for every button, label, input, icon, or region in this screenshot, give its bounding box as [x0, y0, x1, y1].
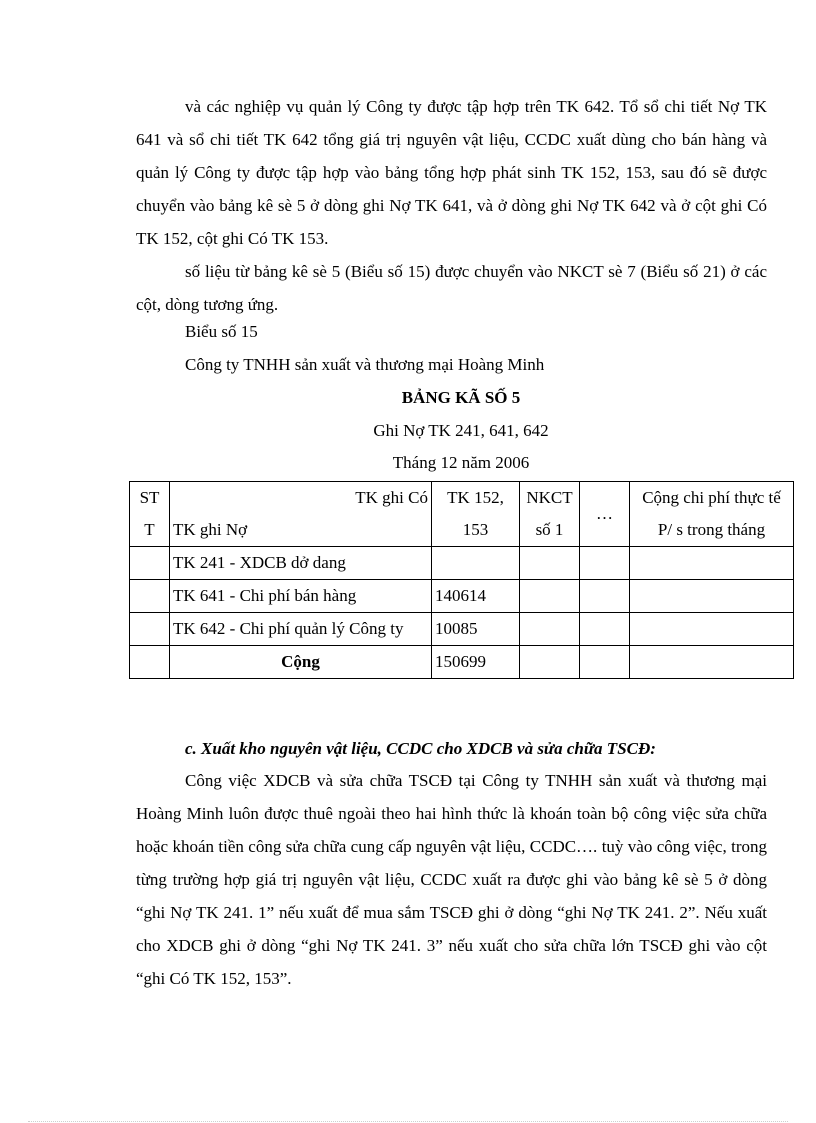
- page-footer-rule: [28, 1121, 788, 1122]
- total-label: Cộng: [170, 646, 432, 679]
- total-stt: [130, 646, 170, 679]
- total-tk152-value: 150699: [432, 646, 520, 679]
- row-tk152-value: 140614: [432, 580, 520, 613]
- company-name: Công ty TNHH sản xuất và thương mại Hoàng Minh: [185, 355, 545, 374]
- header-stt: [130, 482, 170, 547]
- row-nkct-value: [520, 580, 580, 613]
- row-stt: [130, 613, 170, 646]
- row-nkct-value: [520, 613, 580, 646]
- header-total-line2: P/ s trong tháng: [657, 520, 766, 539]
- row-total-value: [630, 547, 794, 580]
- row-account-name: TK 641 - Chi phí bán hàng: [170, 580, 432, 613]
- row-stt: [130, 580, 170, 613]
- header-account: [170, 482, 432, 547]
- total-total-value: [630, 646, 794, 679]
- row-dots-value: [580, 580, 630, 613]
- table-title: BẢNG KÃ SỐ 5: [401, 388, 521, 407]
- intro-text: [136, 90, 767, 321]
- table-header-row: [130, 482, 794, 547]
- intro-paragraph-2: số liệu từ bảng kê sè 5 (Biểu số 15) được chuyển vào NKCT sè 7 (Biểu số 21) ở các cột, dòng tương ứng.: [136, 262, 767, 314]
- header-nkct-line1: NKCT: [526, 488, 573, 507]
- section-paragraph: Công việc XDCB và sửa chữa TSCĐ tại Công ty TNHH sản xuất và thương mại Hoàng Minh luôn được thuê ngoài theo hai hình thức là khoán toàn bộ công việc sửa chữa hoặc khoán tiền công sửa chữa cung cấp nguyên vật liệu, CCDC…. tuỳ vào công việc, trong từng trường hợp giá trị nguyên vật liệu, CCDC xuất ra được ghi vào bảng kê sè 5 ở dòng “ghi Nợ TK 241. 1” nếu xuất để mua sắm TSCĐ ghi ở dòng “ghi Nợ TK 241. 2”. Nếu xuất cho XDCB ghi ở dòng “ghi Nợ TK 241. 3” nếu xuất cho sửa chữa lớn TSCĐ ghi vào cột “ghi Có TK 152, 153”.: [136, 771, 767, 988]
- row-account-name: TK 241 - XDCB dở dang: [170, 547, 432, 580]
- intro-paragraph-1: và các nghiệp vụ quản lý Công ty được tập hợp trên TK 642. Tổ sổ chi tiết Nợ TK 641 và sổ chi tiết TK 642 tổng giá trị nguyên vật liệu, CCDC xuất dùng cho bán hàng và quản lý Công ty được tập hợp vào bảng tổng hợp phát sinh TK 152, 153, sau đó sẽ được chuyển vào bảng kê sè 5 ở dòng ghi Nợ TK 641, và ở dòng ghi Nợ TK 642 và ở cột ghi Có TK 152, cột ghi Có TK 153.: [136, 97, 767, 248]
- header-tk152: [432, 482, 520, 547]
- header-nkct: [520, 482, 580, 547]
- header-debit-label: TK ghi Nợ: [173, 520, 248, 539]
- table-row: [130, 547, 794, 580]
- row-account-name: TK 642 - Chi phí quản lý Công ty: [170, 613, 432, 646]
- header-stt-line1: ST: [139, 488, 160, 507]
- table-row: [130, 580, 794, 613]
- header-stt-line2: T: [144, 520, 155, 539]
- table-period: Tháng 12 năm 2006: [392, 453, 530, 472]
- row-total-value: [630, 613, 794, 646]
- header-total: [630, 482, 794, 547]
- header-tk152-line1: TK 152,: [447, 488, 504, 507]
- header-nkct-line2: số 1: [535, 520, 564, 539]
- row-dots-value: [580, 547, 630, 580]
- table-subtitle: Ghi Nợ TK 241, 641, 642: [373, 421, 549, 440]
- section-heading: c. Xuất kho nguyên vật liệu, CCDC cho XDCB và sửa chữa TSCĐ:: [185, 739, 656, 758]
- header-tk152-line2: 153: [462, 520, 489, 539]
- section-text: [136, 764, 767, 995]
- ledger-table: [129, 481, 794, 679]
- table-row: [130, 613, 794, 646]
- row-dots-value: [580, 613, 630, 646]
- header-dots: …: [580, 482, 630, 547]
- total-dots-value: [580, 646, 630, 679]
- row-tk152-value: 10085: [432, 613, 520, 646]
- table-total-row: [130, 646, 794, 679]
- header-total-line1: Cộng chi phí thực tế: [642, 488, 781, 507]
- exhibit-label: Biểu số 15: [185, 322, 258, 341]
- row-stt: [130, 547, 170, 580]
- row-nkct-value: [520, 547, 580, 580]
- row-tk152-value: [432, 547, 520, 580]
- total-nkct-value: [520, 646, 580, 679]
- header-credit-label: TK ghi Có: [355, 488, 428, 507]
- row-total-value: [630, 580, 794, 613]
